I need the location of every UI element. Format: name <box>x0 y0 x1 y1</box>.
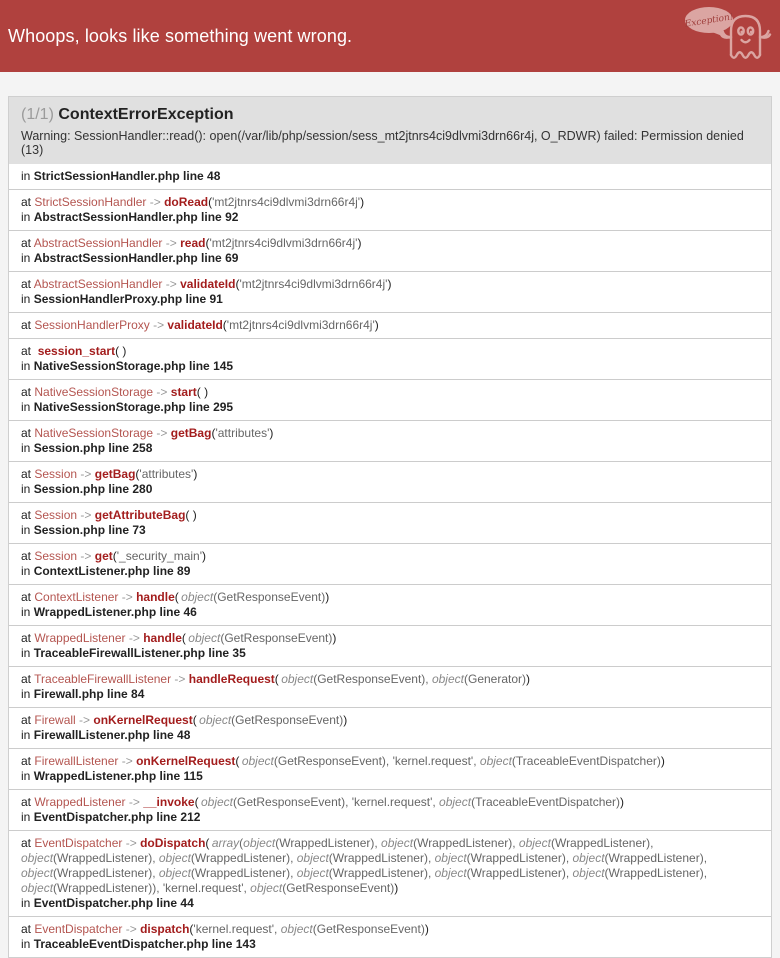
object-keyword: object <box>434 866 467 880</box>
arg-string: 'attributes' <box>139 467 194 481</box>
trace-location: in Firewall.php line 84 <box>21 687 145 701</box>
arg-type: GetResponseEvent <box>224 631 329 645</box>
trace-location: in Session.php line 73 <box>21 523 146 537</box>
trace-location: in StrictSessionHandler.php line 48 <box>21 169 221 183</box>
trace-file: WrappedListener.php line 115 <box>33 769 203 783</box>
trace-call: at session_start( ) <box>21 344 127 358</box>
trace-file: Session.php line 280 <box>33 482 153 496</box>
trace-call: at WrappedListener -> handle( object(GetResponseEvent)) <box>21 631 337 645</box>
trace-frame <box>9 338 771 379</box>
trace-frame <box>9 748 771 789</box>
exception-ghost-icon <box>684 5 772 63</box>
trace-call: at NativeSessionStorage -> start( ) <box>21 385 209 399</box>
arg-type: WrappedListener <box>194 851 287 865</box>
arg-type: WrappedListener <box>332 866 424 880</box>
trace-location: in TraceableEventDispatcher.php line 143 <box>21 937 256 951</box>
arg-type: WrappedListener <box>194 866 287 880</box>
trace-frame <box>9 502 771 543</box>
trace-frame <box>9 271 771 312</box>
trace-frame <box>9 789 771 830</box>
trace-frame <box>9 916 771 957</box>
arg-type: WrappedListener <box>554 836 647 850</box>
trace-frame <box>9 379 771 420</box>
arg-type: GetResponseEvent <box>237 795 342 809</box>
object-keyword: object <box>434 851 467 865</box>
trace-frame <box>9 420 771 461</box>
trace-frame <box>9 164 771 189</box>
trace-frame <box>9 625 771 666</box>
trace-location: in TraceableFirewallListener.php line 35 <box>21 646 246 660</box>
trace-call: at EventDispatcher -> dispatch('kernel.request', object(GetResponseEvent)) <box>21 922 429 936</box>
arg-type: WrappedListener <box>57 881 149 895</box>
object-keyword: object <box>199 713 232 727</box>
arg-type: WrappedListener <box>417 836 509 850</box>
object-keyword: object <box>241 754 274 768</box>
trace-location: in NativeSessionStorage.php line 295 <box>21 400 234 414</box>
object-keyword: object <box>439 795 472 809</box>
exception-header <box>9 97 771 164</box>
trace-file: TraceableEventDispatcher.php line 143 <box>33 937 256 951</box>
arg-type: WrappedListener <box>332 851 424 865</box>
arg-type: WrappedListener <box>608 866 700 880</box>
trace-method: validateId <box>180 277 236 291</box>
trace-file: Session.php line 258 <box>33 441 153 455</box>
trace-frame <box>9 830 771 916</box>
trace-method: onKernelRequest <box>136 754 236 768</box>
object-keyword: object <box>296 851 329 865</box>
trace-call: at WrappedListener -> __invoke( object(GetResponseEvent), 'kernel.request', object(TraceableEventDispatcher)) <box>21 795 625 809</box>
trace-class: EventDispatcher <box>34 836 123 850</box>
trace-file: AbstractSessionHandler.php line 69 <box>33 251 239 265</box>
trace-class: NativeSessionStorage <box>34 385 154 399</box>
trace-location: in ContextListener.php line 89 <box>21 564 191 578</box>
trace-class: FirewallListener <box>34 754 119 768</box>
trace-location: in WrappedListener.php line 46 <box>21 605 197 619</box>
trace-file: EventDispatcher.php line 212 <box>33 810 201 824</box>
trace-class: TraceableFirewallListener <box>34 672 172 686</box>
trace-frame <box>9 312 771 338</box>
exception-title <box>21 105 759 125</box>
object-keyword: object <box>243 836 276 850</box>
arg-string: 'kernel.request' <box>193 922 275 936</box>
trace-location: in NativeSessionStorage.php line 145 <box>21 359 234 373</box>
trace-file: Session.php line 73 <box>33 523 146 537</box>
object-keyword: object <box>21 866 54 880</box>
arg-type: GetResponseEvent <box>235 713 340 727</box>
trace-class: Firewall <box>34 713 76 727</box>
arg-string: 'kernel.request' <box>162 881 244 895</box>
object-keyword: object <box>21 881 54 895</box>
trace-location: in WrappedListener.php line 115 <box>21 769 203 783</box>
trace-class: Session <box>34 467 78 481</box>
exception-badge-label: Exception! <box>684 12 735 30</box>
arg-type: TraceableEventDispatcher <box>475 795 617 809</box>
trace-call: at FirewallListener -> onKernelRequest( object(GetResponseEvent), 'kernel.request', object(TraceableEventDispatcher)) <box>21 754 665 768</box>
arg-string: 'kernel.request' <box>392 754 474 768</box>
trace-class: Session <box>34 508 78 522</box>
arg-type: WrappedListener <box>57 866 149 880</box>
arg-type: GetResponseEvent <box>217 590 322 604</box>
trace-method: doDispatch <box>140 836 206 850</box>
trace-file: ContextListener.php line 89 <box>33 564 191 578</box>
object-keyword: object <box>181 590 214 604</box>
trace-class: StrictSessionHandler <box>34 195 147 209</box>
speech-bubble-icon <box>684 7 735 39</box>
object-keyword: object <box>381 836 414 850</box>
trace-class: NativeSessionStorage <box>34 426 154 440</box>
object-keyword: object <box>518 836 551 850</box>
arg-string: 'mt2jtnrs4ci9dlvmi3drn66r4j' <box>226 318 375 332</box>
arg-type: GetResponseEvent <box>286 881 391 895</box>
arg-string: 'mt2jtnrs4ci9dlvmi3drn66r4j' <box>212 195 361 209</box>
object-keyword: object <box>188 631 221 645</box>
trace-method: getBag <box>94 467 136 481</box>
trace-call: at AbstractSessionHandler -> read('mt2jtnrs4ci9dlvmi3drn66r4j') <box>21 236 362 250</box>
trace-location: in Session.php line 280 <box>21 482 153 496</box>
trace-method: __invoke <box>143 795 195 809</box>
trace-call: at NativeSessionStorage -> getBag('attributes') <box>21 426 274 440</box>
arg-type: WrappedListener <box>470 866 562 880</box>
object-keyword: object <box>21 851 54 865</box>
trace-method: getBag <box>170 426 212 440</box>
trace-frame <box>9 189 771 230</box>
trace-location: in EventDispatcher.php line 212 <box>21 810 201 824</box>
trace-location: in AbstractSessionHandler.php line 92 <box>21 210 239 224</box>
trace-class: EventDispatcher <box>34 922 123 936</box>
object-keyword: object <box>479 754 512 768</box>
trace-file: WrappedListener.php line 46 <box>33 605 197 619</box>
trace-frame <box>9 230 771 271</box>
arg-string: 'attributes' <box>215 426 270 440</box>
object-keyword: object <box>280 922 313 936</box>
arg-string: '_security_main' <box>116 549 203 563</box>
trace-file: FirewallListener.php line 48 <box>33 728 191 742</box>
trace-file: NativeSessionStorage.php line 295 <box>33 400 234 414</box>
trace-file: EventDispatcher.php line 44 <box>33 896 194 910</box>
trace-method: onKernelRequest <box>93 713 193 727</box>
arg-string: 'kernel.request' <box>351 795 433 809</box>
arg-type: WrappedListener <box>608 851 700 865</box>
trace-class: Session <box>34 549 78 563</box>
trace-file: NativeSessionStorage.php line 145 <box>33 359 234 373</box>
object-keyword: object <box>200 795 234 809</box>
arg-type: WrappedListener <box>470 851 562 865</box>
trace-call: at EventDispatcher -> doDispatch( array(object(WrappedListener), object(WrappedListener), object(WrappedListener), object(WrappedListener), object(WrappedListener), object(WrappedListener), object(WrappedListener), object(WrappedListener), object(WrappedListener), object(WrappedListener), object(WrappedListener), object(WrappedListener), object(WrappedListener), object(WrappedListener)), 'kernel.request', object(GetResponseEvent)) <box>21 836 708 895</box>
exception-panel <box>8 96 772 958</box>
trace-class: ContextListener <box>34 590 119 604</box>
trace-class: WrappedListener <box>34 631 126 645</box>
object-keyword: object <box>431 672 464 686</box>
trace-file: SessionHandlerProxy.php line 91 <box>33 292 223 306</box>
trace-call: at ContextListener -> handle( object(GetResponseEvent)) <box>21 590 330 604</box>
trace-frame <box>9 543 771 584</box>
trace-class: SessionHandlerProxy <box>34 318 150 332</box>
trace-class: WrappedListener <box>34 795 126 809</box>
arg-type: GetResponseEvent <box>316 922 421 936</box>
trace-call: at StrictSessionHandler -> doRead('mt2jtnrs4ci9dlvmi3drn66r4j') <box>21 195 365 209</box>
arg-type: WrappedListener <box>57 851 149 865</box>
arg-type: TraceableEventDispatcher <box>515 754 657 768</box>
object-keyword: object <box>158 851 191 865</box>
trace-call: at Firewall -> onKernelRequest( object(GetResponseEvent)) <box>21 713 348 727</box>
trace-file: AbstractSessionHandler.php line 92 <box>33 210 239 224</box>
trace-method: read <box>180 236 206 250</box>
array-keyword: array <box>211 836 240 850</box>
trace-location: in FirewallListener.php line 48 <box>21 728 191 742</box>
object-keyword: object <box>572 866 605 880</box>
trace-frame <box>9 707 771 748</box>
trace-call: at AbstractSessionHandler -> validateId('mt2jtnrs4ci9dlvmi3drn66r4j') <box>21 277 392 291</box>
trace-class: AbstractSessionHandler <box>33 277 163 291</box>
trace-list <box>9 164 771 957</box>
trace-location: in AbstractSessionHandler.php line 69 <box>21 251 239 265</box>
exception-message: Warning: SessionHandler::read(): open(/var/lib/php/session/sess_mt2jtnrs4ci9dlvmi3drn66r4j, O_RDWR) failed: Permission denied (13) <box>21 129 744 157</box>
trace-frame <box>9 666 771 707</box>
trace-method: validateId <box>167 318 223 332</box>
page-title: Whoops, looks like something went wrong. <box>8 25 353 46</box>
trace-file: TraceableFirewallListener.php line 35 <box>33 646 246 660</box>
exception-content <box>0 72 780 958</box>
trace-method: handleRequest <box>188 672 275 686</box>
trace-class: AbstractSessionHandler <box>33 236 163 250</box>
object-keyword: object <box>572 851 605 865</box>
trace-method: handle <box>136 590 175 604</box>
trace-method: session_start <box>37 344 116 358</box>
trace-call: at Session -> get('_security_main') <box>21 549 207 563</box>
trace-location: in SessionHandlerProxy.php line 91 <box>21 292 223 306</box>
trace-frame <box>9 584 771 625</box>
trace-method: dispatch <box>140 922 190 936</box>
trace-call: at SessionHandlerProxy -> validateId('mt2jtnrs4ci9dlvmi3drn66r4j') <box>21 318 379 332</box>
trace-call: at Session -> getAttributeBag( ) <box>21 508 197 522</box>
arg-string: 'mt2jtnrs4ci9dlvmi3drn66r4j' <box>239 277 388 291</box>
trace-method: getAttributeBag <box>94 508 186 522</box>
exception-counter: (1/1) <box>21 106 54 123</box>
arg-string: 'mt2jtnrs4ci9dlvmi3drn66r4j' <box>209 236 358 250</box>
trace-location: in Session.php line 258 <box>21 441 153 455</box>
arg-type: GetResponseEvent <box>317 672 422 686</box>
trace-file: StrictSessionHandler.php line 48 <box>33 169 221 183</box>
header-bar <box>0 0 780 72</box>
trace-method: handle <box>143 631 182 645</box>
trace-frame <box>9 461 771 502</box>
object-keyword: object <box>281 672 314 686</box>
trace-file: Firewall.php line 84 <box>33 687 145 701</box>
arg-type: WrappedListener <box>279 836 371 850</box>
object-keyword: object <box>158 866 191 880</box>
trace-method: start <box>170 385 197 399</box>
exception-class-name: ContextErrorException <box>58 106 234 123</box>
arg-type: GetResponseEvent <box>277 754 382 768</box>
trace-method: doRead <box>164 195 209 209</box>
trace-call: at TraceableFirewallListener -> handleRequest( object(GetResponseEvent), object(Generator)) <box>21 672 531 686</box>
object-keyword: object <box>296 866 329 880</box>
object-keyword: object <box>250 881 283 895</box>
trace-location: in EventDispatcher.php line 44 <box>21 896 194 910</box>
arg-type: Generator <box>467 672 523 686</box>
trace-call: at Session -> getBag('attributes') <box>21 467 198 481</box>
trace-method: get <box>94 549 113 563</box>
